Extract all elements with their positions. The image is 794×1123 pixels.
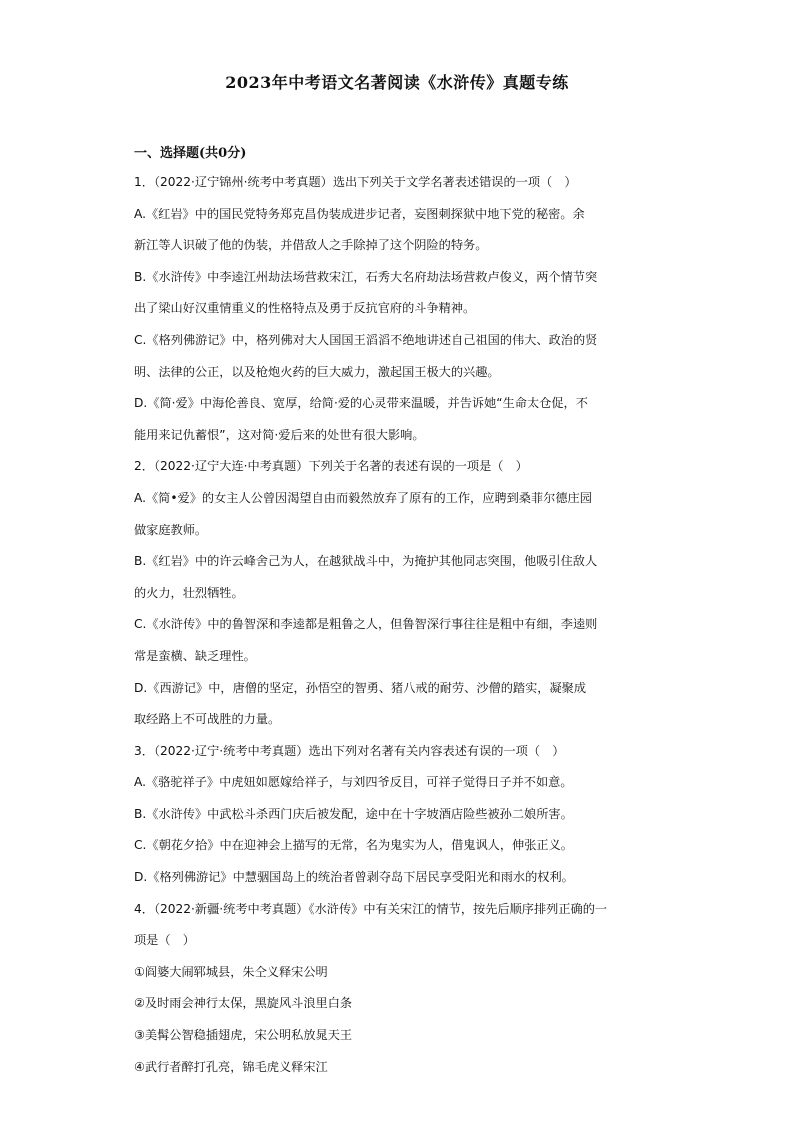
ordered-item-4: ④武行者醉打孔亮，锦毛虎义释宋江 xyxy=(134,1059,328,1074)
option-line: B.《水浒传》中李逵江州劫法场营救宋江，石秀大名府劫法场营救卢俊义，两个情节突 xyxy=(134,269,598,284)
option-line: 出了梁山好汉重情重义的性格特点及勇于反抗官府的斗争精神。 xyxy=(134,301,476,316)
option-line: 能用来记仇蓄恨”，这对简·爱后来的处世有很大影响。 xyxy=(134,427,425,442)
option-b xyxy=(134,262,664,325)
question-stem: 3．（2022·辽宁·统考中考真题）选出下列对名著有关内容表述有误的一项（ ） xyxy=(134,743,565,758)
option-line: A.《红岩》中的国民党特务郑克昌伪装成进步记者，妄图刺探狱中地下党的秘密。余 xyxy=(134,206,585,221)
question-stem: 项是（ ） xyxy=(134,933,195,948)
option-line: 常是蛮横、缺乏理性。 xyxy=(134,648,256,663)
option-line: B.《红岩》中的许云峰舍己为人，在越狱战斗中，为掩护其他同志突围，他吸引住敌人 xyxy=(134,554,598,569)
option-line: A.《简•爱》的女主人公曾因渴望自由而毅然放弃了原有的工作，应聘到桑菲尔德庄园 xyxy=(134,490,592,505)
question-stem: 4．（2022·新疆·统考中考真题）《水浒传》中有关宋江的情节，按先后顺序排列正确的一 xyxy=(134,901,608,916)
option-line: C.《水浒传》中的鲁智深和李逵都是粗鲁之人，但鲁智深行事往往是粗中有细，李逵则 xyxy=(134,617,598,632)
question-2 xyxy=(134,451,664,735)
option-c: C.《朝花夕拾》中在迎神会上描写的无常，名为鬼实为人，借鬼讽人，伸张正义。 xyxy=(134,838,573,853)
document-body xyxy=(134,143,664,1083)
option-a xyxy=(134,199,664,262)
option-line: 做家庭教师。 xyxy=(134,522,208,537)
option-line: D.《西游记》中，唐僧的坚定，孙悟空的智勇、猪八戒的耐劳、沙僧的踏实，凝聚成 xyxy=(134,680,587,695)
option-a xyxy=(134,483,664,546)
ordered-item-3: ③美髯公智稳插翅虎，宋公明私放晁天王 xyxy=(134,1028,353,1043)
option-line: D.《简·爱》中海伦善良、宽厚，给简·爱的心灵带来温暖，并告诉她“生命太仓促，不 xyxy=(134,396,588,411)
section-heading: 一、选择题(共0分) xyxy=(134,146,247,161)
option-d xyxy=(134,388,664,451)
document-title: 2023年中考语文名著阅读《水浒传》真题专练 xyxy=(225,73,569,92)
option-d xyxy=(134,673,664,736)
option-b xyxy=(134,546,664,609)
option-b: B.《水浒传》中武松斗杀西门庆后被发配，途中在十字坡酒店险些被孙二娘所害。 xyxy=(134,806,573,821)
question-3 xyxy=(134,736,664,894)
option-line: 新江等人识破了他的伪装，并借敌人之手除掉了这个阴险的特务。 xyxy=(134,238,488,253)
ordered-item-1: ①阎婆大闹郓城县，朱仝义释宋公明 xyxy=(134,964,328,979)
option-line: 明、法律的公正，以及枪炮火药的巨大威力，激起国王极大的兴趣。 xyxy=(134,364,500,379)
option-d: D.《格列佛游记》中慧骃国岛上的统治者曾剥夺岛下居民享受阳光和雨水的权利。 xyxy=(134,870,574,885)
option-line: C.《格列佛游记》中，格列佛对大人国国王滔滔不绝地讲述自己祖国的伟大、政治的贤 xyxy=(134,332,598,347)
option-line: 取经路上不可战胜的力量。 xyxy=(134,712,281,727)
question-stem: 1．（2022·辽宁锦州·统考中考真题）选出下列关于文学名著表述错误的一项（ ） xyxy=(134,175,577,189)
option-c xyxy=(134,325,664,388)
option-line: 的火力，壮烈牺牲。 xyxy=(134,585,244,600)
question-4 xyxy=(134,894,664,1084)
option-c xyxy=(134,609,664,672)
question-1 xyxy=(134,167,664,451)
option-a: A.《骆驼祥子》中虎妞如愿嫁给祥子，与刘四爷反目，可祥子觉得日子并不如意。 xyxy=(134,775,573,790)
question-stem: 2．（2022·辽宁大连·中考真题）下列关于名著的表述有误的一项是（ ） xyxy=(134,459,528,474)
ordered-item-2: ②及时雨会神行太保，黑旋风斗浪里白条 xyxy=(134,996,353,1011)
